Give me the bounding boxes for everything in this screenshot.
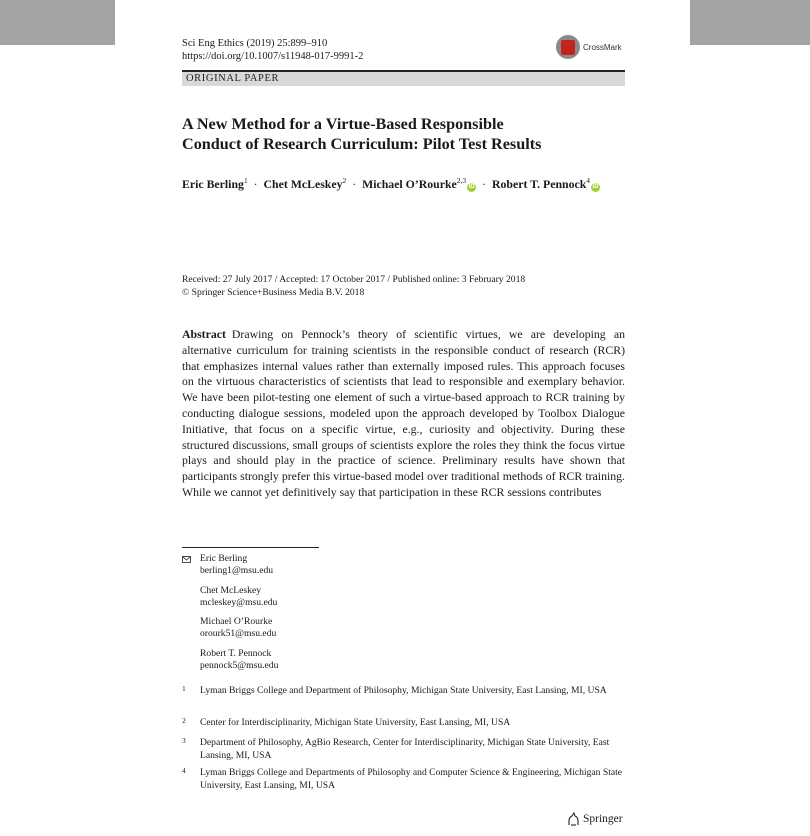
author-affiliation-ref: 2 xyxy=(342,176,347,185)
copyright-notice: © Springer Science+Business Media B.V. 2018 xyxy=(182,287,365,298)
affiliation-text: Lyman Briggs College and Department of Philosophy, Michigan State University, East Lansing, MI, USA xyxy=(200,685,607,696)
author-affiliation-ref: 4 xyxy=(586,176,591,185)
paper-title-line-1: A New Method for a Virtue-Based Responsible xyxy=(182,115,504,133)
contact-entry xyxy=(200,553,273,577)
affiliation-item xyxy=(182,737,625,762)
contact-email[interactable]: berling1@msu.edu xyxy=(200,565,274,576)
abstract-text: Drawing on Pennock’s theory of scientific virtues, we are developing an alternative curriculum for training scientists in the responsible conduct of research (RCR) that emphasizes internal values rather than externally imposed rules. This approach focuses on the virtuous characteristics of scientists that lead to responsible and exemplary behavior. We have been pilot-testing one element of such a virtue-based approach to RCR training by conducting dialogue sessions, modeled upon the approach developed by Toolbox Dialogue Initiative, that focus on a specific virtue, e.g., curiosity and objectivity. During these structured discussions, small groups of scientists explore the roles they think the focus virtue plays and should play in the practice of science. Preliminary results have shown that participants strongly prefer this virtue-based model over traditional methods of RCR training. While we cannot yet definitively say that participation in these RCR sessions contributes xyxy=(182,327,625,499)
right-gray-margin xyxy=(690,0,810,45)
author-name[interactable]: Chet McLeskey xyxy=(263,177,343,191)
author-name[interactable]: Robert T. Pennock xyxy=(492,177,587,191)
affiliation-text: Lyman Briggs College and Departments of Philosophy and Computer Science & Engineering, Michigan State University, East Lansing, MI, USA xyxy=(200,767,623,791)
publication-dates xyxy=(182,273,525,299)
contact-email[interactable]: orourk51@msu.edu xyxy=(200,628,277,639)
contact-entry xyxy=(200,616,276,640)
affiliation-number: 3 xyxy=(182,736,186,745)
contact-name: Michael O’Rourke xyxy=(200,616,273,627)
affiliation-number: 1 xyxy=(182,684,186,693)
abstract xyxy=(182,327,625,501)
contact-email[interactable]: mcleskey@msu.edu xyxy=(200,597,278,608)
author-separator: · xyxy=(482,177,487,191)
history-dates: Received: 27 July 2017 / Accepted: 17 October 2017 / Published online: 3 February 2018 xyxy=(182,274,526,285)
contact-email[interactable]: pennock5@msu.edu xyxy=(200,660,279,671)
springer-horse-icon xyxy=(567,812,580,826)
paper-type-label: ORIGINAL PAPER xyxy=(186,73,280,84)
author-list xyxy=(182,173,600,192)
paper-title xyxy=(182,114,622,154)
contact-name: Chet McLeskey xyxy=(200,585,262,596)
springer-logo xyxy=(567,812,623,826)
orcid-icon[interactable]: iD xyxy=(592,184,599,190)
affiliation-item xyxy=(182,717,625,730)
author-name[interactable]: Eric Berling xyxy=(182,177,244,191)
author-affiliation-ref: 1 xyxy=(243,176,248,185)
affiliation-text: Department of Philosophy, AgBio Research, Center for Interdisciplinarity, Michigan State University, East Lansing, MI, USA xyxy=(200,737,610,761)
contact-entry xyxy=(200,648,278,672)
affiliation-item xyxy=(182,685,625,698)
abstract-label: Abstract xyxy=(182,327,226,341)
envelope-icon xyxy=(182,556,191,563)
orcid-icon[interactable]: iD xyxy=(468,184,475,190)
author-name[interactable]: Michael O’Rourke xyxy=(362,177,457,191)
affiliation-text: Center for Interdisciplinarity, Michigan State University, East Lansing, MI, USA xyxy=(200,717,511,728)
affiliation-number: 2 xyxy=(182,716,186,725)
contact-entry xyxy=(200,585,277,609)
crossmark-label: CrossMark xyxy=(583,42,622,52)
contact-name: Robert T. Pennock xyxy=(200,648,272,659)
publisher-name: Springer xyxy=(583,813,623,825)
crossmark-badge[interactable] xyxy=(556,35,622,59)
footnote-rule xyxy=(182,547,319,548)
author-separator: · xyxy=(253,177,258,191)
affiliation-item xyxy=(182,767,625,792)
author-separator: · xyxy=(352,177,357,191)
contact-name: Eric Berling xyxy=(200,553,248,564)
left-gray-margin xyxy=(0,0,115,45)
doi-link[interactable]: https://doi.org/10.1007/s11948-017-9991-2 xyxy=(182,51,364,62)
affiliation-number: 4 xyxy=(182,766,186,775)
crossmark-icon xyxy=(556,35,580,59)
paper-title-line-2: Conduct of Research Curriculum: Pilot Test Results xyxy=(182,135,542,153)
author-affiliation-ref: 2,3 xyxy=(456,176,467,185)
journal-citation: Sci Eng Ethics (2019) 25:899–910 xyxy=(182,38,328,49)
